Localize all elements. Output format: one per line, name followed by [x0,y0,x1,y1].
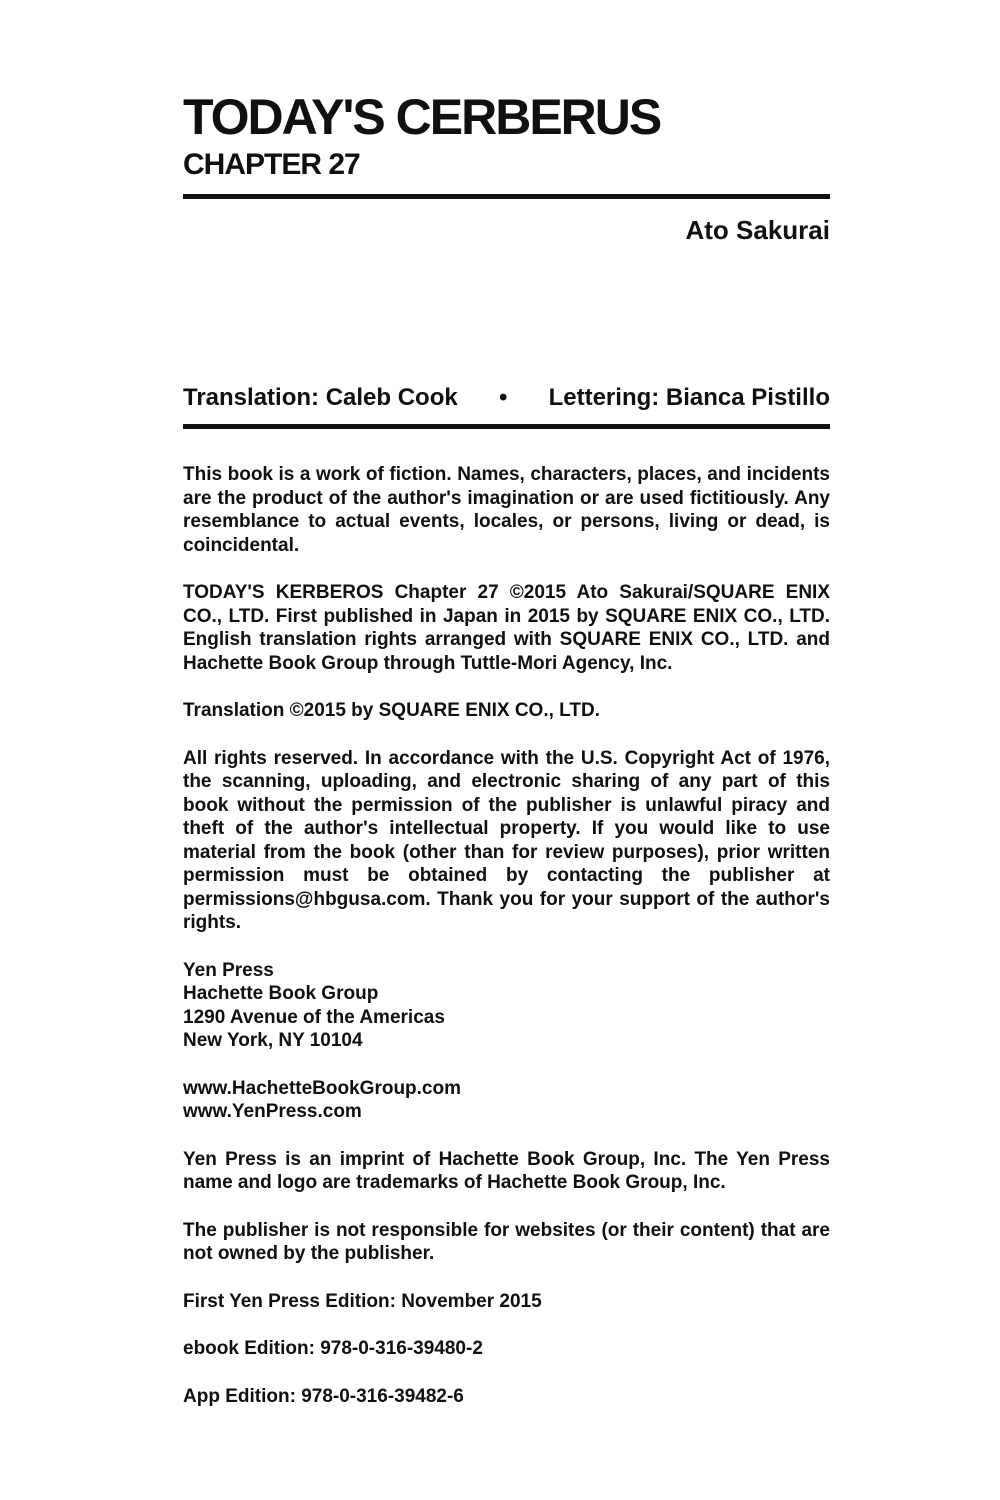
websites [183,1077,830,1124]
app-edition-isbn: App Edition: 978-0-316-39482-6 [183,1385,464,1407]
first-edition-line: First Yen Press Edition: November 2015 [183,1290,542,1312]
website-yenpress: www.YenPress.com [183,1101,362,1122]
website-disclaimer: The publisher is not responsible for websites (or their content) that are not owned by the publisher. [183,1219,830,1264]
credits-line [183,384,830,412]
address-line-group: Hachette Book Group [183,983,379,1004]
legal-text [183,463,830,1408]
copyright-notice: TODAY'S KERBEROS Chapter 27 ©2015 Ato Sakurai/SQUARE ENIX CO., LTD. First published in Japan in 2015 by SQUARE ENIX CO., LTD. English translation rights arranged with SQUARE ENIX CO., LTD. and Hachette Book Group through Tuttle-Mori Agency, Inc. [183,582,830,674]
publisher-address [183,959,830,1053]
address-line-city: New York, NY 10104 [183,1030,363,1051]
translation-credit: Translation: Caleb Cook [183,384,458,411]
address-line-publisher: Yen Press [183,959,274,981]
page-title: TODAY'S CERBERUS [183,89,661,145]
title-rule [183,194,830,199]
website-hachette: www.HachetteBookGroup.com [183,1077,461,1099]
chapter-label: CHAPTER 27 [183,148,360,181]
ebook-edition-isbn: ebook Edition: 978-0-316-39480-2 [183,1338,483,1359]
author-name: Ato Sakurai [685,215,830,245]
credit-separator-bullet: • [498,384,508,411]
lettering-credit: Lettering: Bianca Pistillo [548,384,830,411]
address-line-street: 1290 Avenue of the Americas [183,1006,445,1028]
credits-rule [183,424,830,429]
imprint-notice: Yen Press is an imprint of Hachette Book Group, Inc. The Yen Press name and logo are trademarks of Hachette Book Group, Inc. [183,1148,830,1193]
rights-notice: All rights reserved. In accordance with the U.S. Copyright Act of 1976, the scanning, uploading, and electronic sharing of any part of this book without the permission of the publisher is unlawful piracy and theft of the author's intellectual property. If you would like to use material from the book (other than for review purposes), prior written permission must be obtained by contacting the publisher at permissions@hbgusa.com. Thank you for your support of the author's rights. [183,747,830,933]
translation-copyright: Translation ©2015 by SQUARE ENIX CO., LTD. [183,700,600,721]
fiction-disclaimer: This book is a work of fiction. Names, characters, places, and incidents are the product of the author's imagination or are used fictitiously. Any resemblance to actual events, locales, or persons, living or dead, is coincidental. [183,464,830,556]
